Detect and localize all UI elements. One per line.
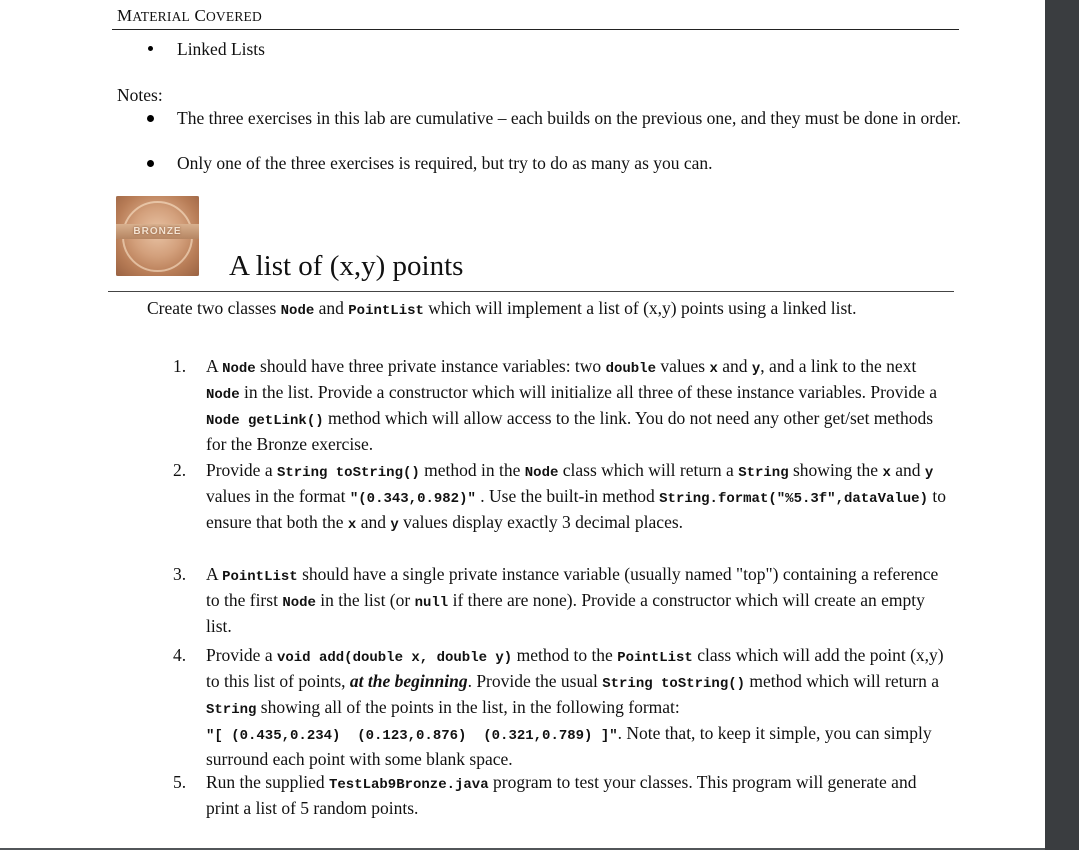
note-item: The three exercises in this lab are cumulative – each builds on the previous one, and they must be done in order. bbox=[177, 108, 961, 128]
step-text: A Node should have three private instance variables: two double values x and y, and a link to the next Node in the list. Provide a constructor which will initialize all three of these instance variables. Provide a Node getLink() method which will allow access to the link. You do not need any other get/set methods for the Bronze exercise. bbox=[206, 356, 937, 454]
bullet-dot bbox=[147, 160, 154, 167]
bullet-dot bbox=[147, 115, 154, 122]
covered-topic: Linked Lists bbox=[177, 39, 265, 59]
medal-label: BRONZE bbox=[116, 224, 199, 239]
step-number: 5. bbox=[173, 772, 187, 792]
bronze-medal-icon bbox=[116, 196, 199, 276]
step-text: Provide a String toString() method in the Node class which will return a String showing the x and y values in the format "(0.343,0.982)" . Use the built-in method String.format("%5.3f",dataValue) to ensure that both the x and y values display exactly 3 decimal places. bbox=[206, 460, 946, 533]
note-item: Only one of the three exercises is required, but try to do as many as you can. bbox=[177, 153, 713, 173]
step-number: 4. bbox=[173, 645, 187, 665]
notes-label: Notes: bbox=[117, 85, 163, 105]
bullet-dot bbox=[148, 46, 153, 51]
step-text: Provide a void add(double x, double y) method to the PointList class which will add the point (x,y) to this list of points, at the beginning. Provide the usual String toString() method which will return a String showing all of the points in the list, in the following format: "[ (0.435,0.234) (0.123,0.876) (0.321,0.789) ]". Note that, to keep it simple, you can simply surround each point with some blank space. bbox=[206, 645, 944, 769]
section-heading-rule bbox=[112, 29, 959, 30]
viewer-background bbox=[1045, 0, 1079, 850]
step-number: 2. bbox=[173, 460, 187, 480]
exercise-title-rule bbox=[108, 291, 954, 292]
step-text: Run the supplied TestLab9Bronze.java program to test your classes. This program will generate and print a list of 5 random points. bbox=[206, 772, 917, 818]
step-number: 3. bbox=[173, 564, 187, 584]
section-heading: MATERIAL COVERED bbox=[117, 6, 262, 25]
step-number: 1. bbox=[173, 356, 187, 376]
exercise-intro: Create two classes Node and PointList which will implement a list of (x,y) points using a linked list. bbox=[147, 298, 857, 319]
exercise-title: A list of (x,y) points bbox=[229, 250, 464, 282]
step-text: A PointList should have a single private instance variable (usually named "top") containing a reference to the first Node in the list (or null if there are none). Provide a constructor which will create an empty list. bbox=[206, 564, 939, 636]
